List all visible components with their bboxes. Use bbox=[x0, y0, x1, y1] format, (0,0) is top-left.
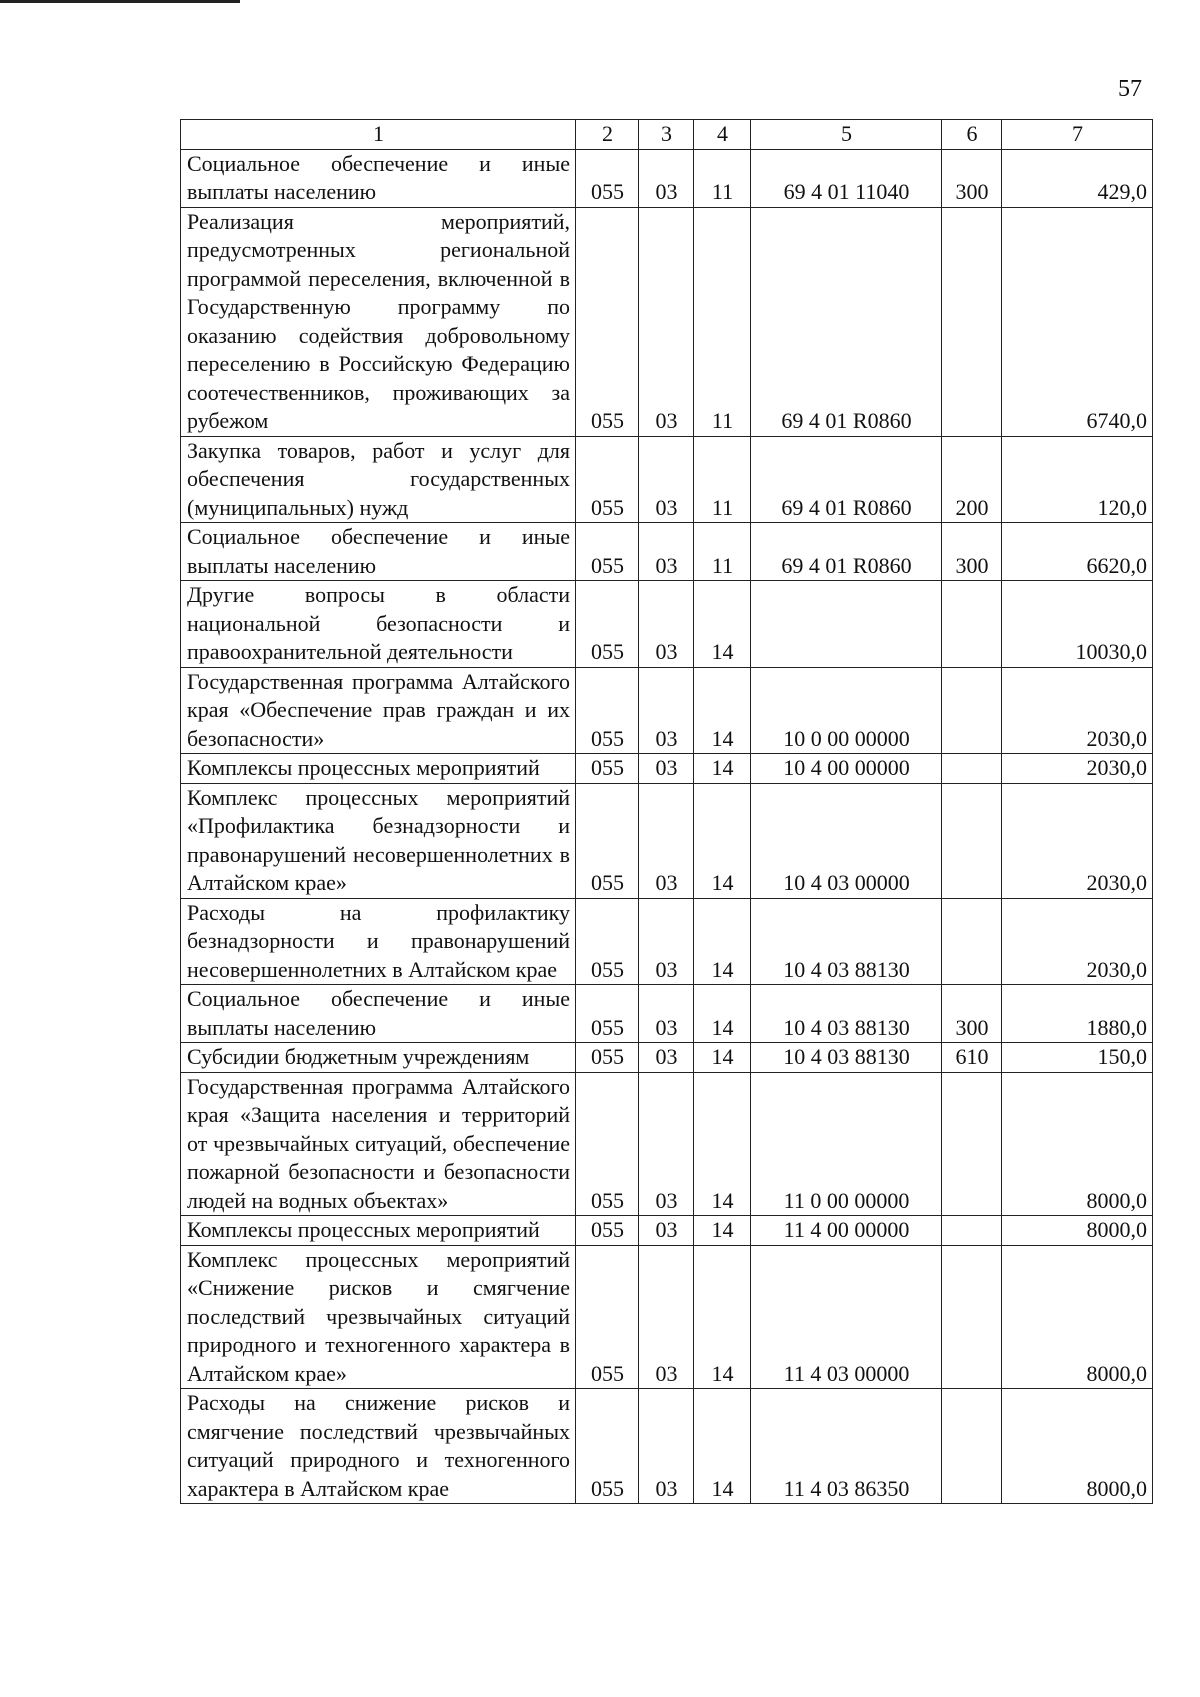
grbs-code: 055 bbox=[576, 898, 639, 985]
table-row bbox=[181, 1072, 1153, 1216]
target-article-code: 11 0 00 00000 bbox=[751, 1072, 942, 1216]
item-name: Социальное обеспечение и иные выплаты населению bbox=[181, 523, 576, 581]
section-code: 03 bbox=[639, 1216, 694, 1246]
item-name: Закупка товаров, работ и услуг для обеспечения государственных (муниципальных) нужд bbox=[181, 436, 576, 523]
grbs-code: 055 bbox=[576, 207, 639, 436]
table-row bbox=[181, 149, 1153, 207]
budget-table bbox=[180, 119, 1153, 1504]
item-name: Государственная программа Алтайского края «Защита населения и территорий от чрезвычайных ситуаций, обеспечение пожарной безопасности и безопасности людей на водных объектах» bbox=[181, 1072, 576, 1216]
expense-type-code: 300 bbox=[942, 985, 1002, 1043]
item-name: Реализация мероприятий, предусмотренных региональной программой переселения, включенной в Государственную программу по оказанию содействия добровольному переселению в Российскую Федерацию соотечественников, проживающих за рубежом bbox=[181, 207, 576, 436]
expense-type-code bbox=[942, 754, 1002, 784]
grbs-code: 055 bbox=[576, 1245, 639, 1389]
subsection-code: 14 bbox=[694, 783, 751, 898]
item-name: Комплексы процессных мероприятий bbox=[181, 1216, 576, 1246]
grbs-code: 055 bbox=[576, 985, 639, 1043]
amount: 1880,0 bbox=[1002, 985, 1153, 1043]
target-article-code: 10 4 03 88130 bbox=[751, 1043, 942, 1073]
section-code: 03 bbox=[639, 581, 694, 668]
target-article-code: 10 4 00 00000 bbox=[751, 754, 942, 784]
expense-type-code bbox=[942, 898, 1002, 985]
amount: 120,0 bbox=[1002, 436, 1153, 523]
target-article-code: 69 4 01 R0860 bbox=[751, 436, 942, 523]
target-article-code: 10 4 03 88130 bbox=[751, 898, 942, 985]
subsection-code: 14 bbox=[694, 1216, 751, 1246]
target-article-code: 69 4 01 R0860 bbox=[751, 207, 942, 436]
section-code: 03 bbox=[639, 436, 694, 523]
top-rule bbox=[0, 0, 240, 3]
grbs-code: 055 bbox=[576, 1043, 639, 1073]
item-name: Комплексы процессных мероприятий bbox=[181, 754, 576, 784]
table-row bbox=[181, 898, 1153, 985]
column-header: 2 bbox=[576, 120, 639, 150]
table-row bbox=[181, 1216, 1153, 1246]
table-row bbox=[181, 1245, 1153, 1389]
expense-type-code bbox=[942, 581, 1002, 668]
section-code: 03 bbox=[639, 1072, 694, 1216]
amount: 6620,0 bbox=[1002, 523, 1153, 581]
amount: 2030,0 bbox=[1002, 754, 1153, 784]
section-code: 03 bbox=[639, 985, 694, 1043]
section-code: 03 bbox=[639, 667, 694, 754]
item-name: Другие вопросы в области национальной безопасности и правоохранительной деятельности bbox=[181, 581, 576, 668]
amount: 8000,0 bbox=[1002, 1389, 1153, 1504]
target-article-code: 11 4 00 00000 bbox=[751, 1216, 942, 1246]
table-row bbox=[181, 1043, 1153, 1073]
grbs-code: 055 bbox=[576, 436, 639, 523]
amount: 8000,0 bbox=[1002, 1245, 1153, 1389]
page-number: 57 bbox=[1118, 76, 1142, 102]
item-name: Социальное обеспечение и иные выплаты населению bbox=[181, 149, 576, 207]
target-article-code: 11 4 03 86350 bbox=[751, 1389, 942, 1504]
expense-type-code: 300 bbox=[942, 149, 1002, 207]
section-code: 03 bbox=[639, 1389, 694, 1504]
subsection-code: 14 bbox=[694, 1389, 751, 1504]
table-row bbox=[181, 783, 1153, 898]
section-code: 03 bbox=[639, 754, 694, 784]
amount: 6740,0 bbox=[1002, 207, 1153, 436]
item-name: Комплекс процессных мероприятий «Профилактика безнадзорности и правонарушений несовершеннолетних в Алтайском крае» bbox=[181, 783, 576, 898]
section-code: 03 bbox=[639, 898, 694, 985]
grbs-code: 055 bbox=[576, 1389, 639, 1504]
target-article-code bbox=[751, 581, 942, 668]
grbs-code: 055 bbox=[576, 149, 639, 207]
expense-type-code bbox=[942, 1072, 1002, 1216]
table-row bbox=[181, 523, 1153, 581]
grbs-code: 055 bbox=[576, 1216, 639, 1246]
item-name: Комплекс процессных мероприятий «Снижение рисков и смягчение последствий чрезвычайных ситуаций природного и техногенного характера в Алтайском крае» bbox=[181, 1245, 576, 1389]
column-header: 4 bbox=[694, 120, 751, 150]
amount: 2030,0 bbox=[1002, 783, 1153, 898]
amount: 8000,0 bbox=[1002, 1216, 1153, 1246]
grbs-code: 055 bbox=[576, 667, 639, 754]
subsection-code: 11 bbox=[694, 207, 751, 436]
amount: 8000,0 bbox=[1002, 1072, 1153, 1216]
item-name: Расходы на снижение рисков и смягчение последствий чрезвычайных ситуаций природного и техногенного характера в Алтайском крае bbox=[181, 1389, 576, 1504]
section-code: 03 bbox=[639, 783, 694, 898]
section-code: 03 bbox=[639, 1043, 694, 1073]
amount: 2030,0 bbox=[1002, 667, 1153, 754]
expense-type-code bbox=[942, 783, 1002, 898]
subsection-code: 14 bbox=[694, 985, 751, 1043]
target-article-code: 69 4 01 11040 bbox=[751, 149, 942, 207]
grbs-code: 055 bbox=[576, 783, 639, 898]
amount: 150,0 bbox=[1002, 1043, 1153, 1073]
amount: 429,0 bbox=[1002, 149, 1153, 207]
header-row bbox=[181, 120, 1153, 150]
subsection-code: 14 bbox=[694, 1072, 751, 1216]
item-name: Расходы на профилактику безнадзорности и правонарушений несовершеннолетних в Алтайском крае bbox=[181, 898, 576, 985]
section-code: 03 bbox=[639, 523, 694, 581]
expense-type-code: 300 bbox=[942, 523, 1002, 581]
item-name: Социальное обеспечение и иные выплаты населению bbox=[181, 985, 576, 1043]
column-header: 7 bbox=[1002, 120, 1153, 150]
column-header: 6 bbox=[942, 120, 1002, 150]
expense-type-code bbox=[942, 1245, 1002, 1389]
expense-type-code bbox=[942, 207, 1002, 436]
column-header: 5 bbox=[751, 120, 942, 150]
table-row bbox=[181, 985, 1153, 1043]
target-article-code: 11 4 03 00000 bbox=[751, 1245, 942, 1389]
section-code: 03 bbox=[639, 207, 694, 436]
subsection-code: 14 bbox=[694, 1043, 751, 1073]
target-article-code: 10 0 00 00000 bbox=[751, 667, 942, 754]
amount: 2030,0 bbox=[1002, 898, 1153, 985]
table-row bbox=[181, 581, 1153, 668]
grbs-code: 055 bbox=[576, 523, 639, 581]
target-article-code: 10 4 03 88130 bbox=[751, 985, 942, 1043]
subsection-code: 14 bbox=[694, 898, 751, 985]
item-name: Субсидии бюджетным учреждениям bbox=[181, 1043, 576, 1073]
table-row bbox=[181, 754, 1153, 784]
subsection-code: 11 bbox=[694, 523, 751, 581]
subsection-code: 14 bbox=[694, 581, 751, 668]
section-code: 03 bbox=[639, 1245, 694, 1389]
amount: 10030,0 bbox=[1002, 581, 1153, 668]
table-row bbox=[181, 207, 1153, 436]
expense-type-code bbox=[942, 1389, 1002, 1504]
target-article-code: 69 4 01 R0860 bbox=[751, 523, 942, 581]
item-name: Государственная программа Алтайского края «Обеспечение прав граждан и их безопасности» bbox=[181, 667, 576, 754]
column-header: 3 bbox=[639, 120, 694, 150]
column-header: 1 bbox=[181, 120, 576, 150]
section-code: 03 bbox=[639, 149, 694, 207]
grbs-code: 055 bbox=[576, 1072, 639, 1216]
expense-type-code: 200 bbox=[942, 436, 1002, 523]
grbs-code: 055 bbox=[576, 754, 639, 784]
table-row bbox=[181, 436, 1153, 523]
expense-type-code bbox=[942, 1216, 1002, 1246]
table-row bbox=[181, 667, 1153, 754]
table-row bbox=[181, 1389, 1153, 1504]
subsection-code: 11 bbox=[694, 436, 751, 523]
subsection-code: 11 bbox=[694, 149, 751, 207]
subsection-code: 14 bbox=[694, 1245, 751, 1389]
grbs-code: 055 bbox=[576, 581, 639, 668]
target-article-code: 10 4 03 00000 bbox=[751, 783, 942, 898]
subsection-code: 14 bbox=[694, 754, 751, 784]
expense-type-code: 610 bbox=[942, 1043, 1002, 1073]
subsection-code: 14 bbox=[694, 667, 751, 754]
expense-type-code bbox=[942, 667, 1002, 754]
